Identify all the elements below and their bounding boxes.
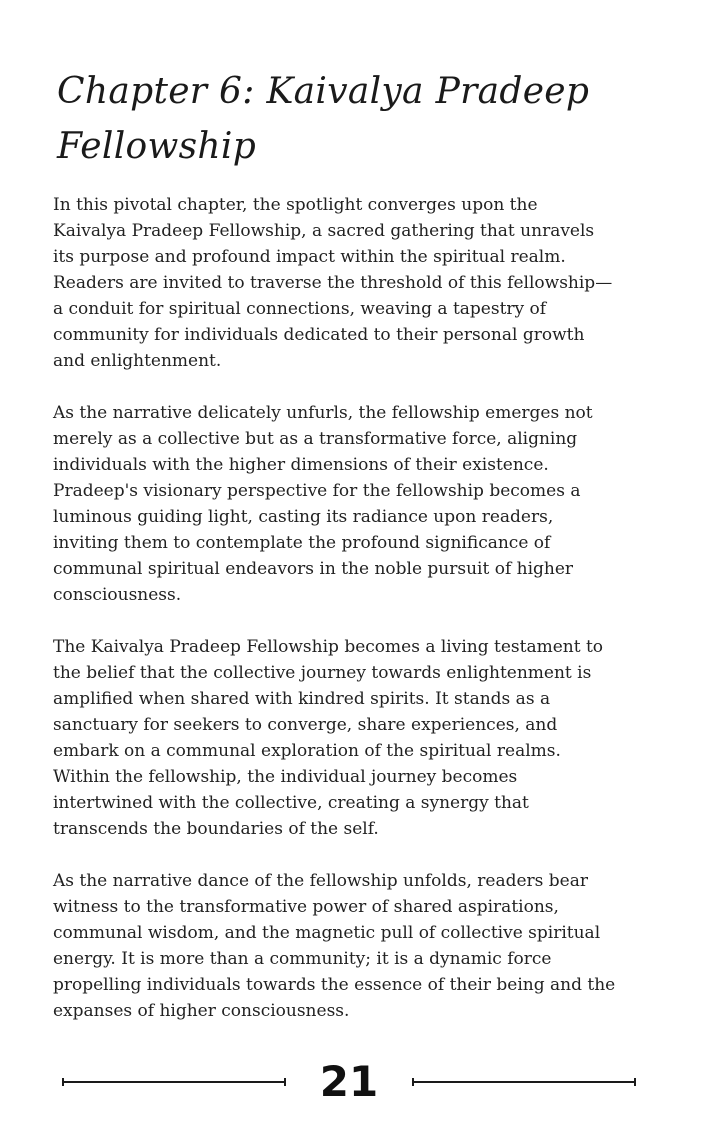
- chapter-title: Chapter 6: Kaivalya Pradeep Fellowship: [57, 71, 590, 167]
- chapter-body: [53, 192, 653, 1050]
- footer-rule-right: [412, 1081, 636, 1083]
- paragraph-4: As the narrative dance of the fellowship unfolds, readers bear witness to the transformative power of shared aspirations, communal wisdom, and the magnetic pull of collective spiritual energy. It is more than a community; it is a dynamic force propelling individuals towards the essence of their being and the expanses of higher consciousness.: [53, 871, 616, 1021]
- paragraph-1: In this pivotal chapter, the spotlight converges upon the Kaivalya Pradeep Fellowship, a sacred gathering that unravels its purpose and profound impact within the spiritual realm. Readers are invited to traverse the threshold of this fellowship— a conduit for spiritual connections, weaving a tapestry of community for individuals dedicated to their personal growth and enlightenment.: [53, 195, 613, 371]
- page-number: 21: [319, 1057, 379, 1106]
- page-footer: [62, 1054, 636, 1110]
- paragraph-3: The Kaivalya Pradeep Fellowship becomes a living testament to the belief that the collective journey towards enlightenment is amplified when shared with kindred spirits. It stands as a sanctuary for seekers to converge, share experiences, and embark on a communal exploration of the spiritual realms. Within the fellowship, the individual journey becomes intertwined with the collective, creating a synergy that transcends the boundaries of the self.: [53, 637, 604, 839]
- paragraph-2: As the narrative delicately unfurls, the fellowship emerges not merely as a collective but as a transformative force, aligning individuals with the higher dimensions of their existence. Pradeep's visionary perspective for the fellowship becomes a luminous guiding light, casting its radiance upon readers, inviting them to contemplate the profound significance of communal spiritual endeavors in the noble pursuit of higher consciousness.: [53, 403, 593, 605]
- footer-rule-left: [62, 1081, 286, 1083]
